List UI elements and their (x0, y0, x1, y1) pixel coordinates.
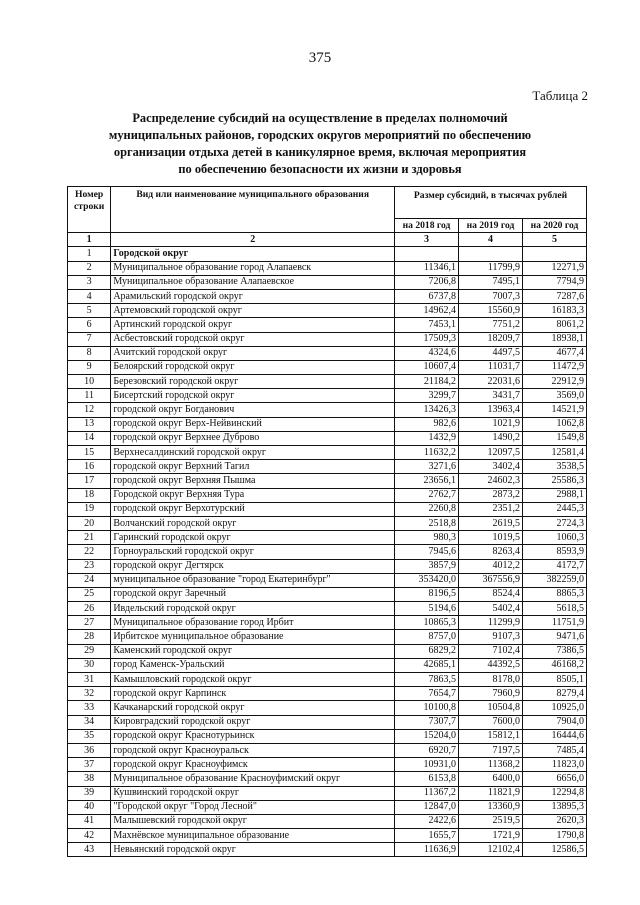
page-number: 375 (308, 50, 332, 66)
municipality-name-cell: Муниципальное образование город Ирбит (111, 616, 395, 630)
municipality-name-cell: Верхнесалдинский городской округ (111, 446, 395, 460)
row-number-cell: 13 (68, 417, 111, 431)
title-line: по обеспечению безопасности их жизни и здоровья (178, 162, 462, 176)
subsidy-2019-cell: 3402,4 (459, 460, 523, 474)
title-line: организации отдыха детей в каникулярное время, включая мероприятия (113, 145, 527, 159)
subsidy-2018-cell: 6153,8 (395, 772, 459, 786)
municipality-name-cell: Волчанский городской округ (111, 516, 395, 530)
table-row (68, 304, 587, 318)
row-number-cell: 15 (68, 446, 111, 460)
row-number-cell: 25 (68, 587, 111, 601)
subsidy-2019-cell: 15560,9 (459, 304, 523, 318)
row-number-cell: 6 (68, 318, 111, 332)
subsidy-2020-cell: 7485,4 (522, 743, 586, 757)
subsidy-2018-cell: 8196,5 (395, 587, 459, 601)
table-row (68, 658, 587, 672)
subsidy-2020-cell: 16444,6 (522, 729, 586, 743)
subsidy-2020-cell: 12294,8 (522, 786, 586, 800)
table-row (68, 375, 587, 389)
subsidy-2019-cell: 13360,9 (459, 800, 523, 814)
subsidy-2018-cell: 5194,6 (395, 602, 459, 616)
row-number-cell: 40 (68, 800, 111, 814)
municipality-name-cell: город Каменск-Уральский (111, 658, 395, 672)
table-row (68, 502, 587, 516)
municipality-name-cell: Каменский городской округ (111, 644, 395, 658)
municipality-name-cell: Муниципальное образование Красноуфимский округ (111, 772, 395, 786)
subsidy-2019-cell: 1490,2 (459, 431, 523, 445)
subsidy-2020-cell: 3538,5 (522, 460, 586, 474)
subsidy-2020-cell: 5618,5 (522, 602, 586, 616)
municipality-name-cell: Белоярский городской округ (111, 360, 395, 374)
subsidy-2018-cell: 2762,7 (395, 488, 459, 502)
municipality-name-cell: Махнёвское муниципальное образование (111, 829, 395, 843)
subsidy-2020-cell: 12581,4 (522, 446, 586, 460)
municipality-name-cell: городской округ Карпинск (111, 687, 395, 701)
subsidy-2020-cell: 12586,5 (522, 843, 586, 857)
subsidy-2020-cell: 382259,0 (522, 573, 586, 587)
header-row-number: Номер строки (68, 187, 111, 233)
subsidy-2019-cell: 2873,2 (459, 488, 523, 502)
subsidy-2020-cell: 2445,3 (522, 502, 586, 516)
subsidy-2018-cell: 6737,8 (395, 289, 459, 303)
subsidy-2018-cell: 42685,1 (395, 658, 459, 672)
subsidy-2018-cell: 1655,7 (395, 829, 459, 843)
header-subsidy-size: Размер субсидий, в тысячах рублей (395, 187, 587, 219)
subsidy-2019-cell (459, 247, 523, 261)
municipality-name-cell: Городской округ Верхняя Тура (111, 488, 395, 502)
table-row (68, 630, 587, 644)
header-year-2018: на 2018 год (395, 219, 459, 233)
row-number-cell: 3 (68, 275, 111, 289)
subsidy-2018-cell: 353420,0 (395, 573, 459, 587)
table-row (68, 573, 587, 587)
table-row (68, 403, 587, 417)
subsidy-2020-cell: 8279,4 (522, 687, 586, 701)
subsidy-2020-cell: 11751,9 (522, 616, 586, 630)
subsidy-2019-cell: 8178,0 (459, 673, 523, 687)
subsidy-2020-cell (522, 247, 586, 261)
subsidy-2020-cell: 10925,0 (522, 701, 586, 715)
municipality-name-cell: городской округ Верхотурский (111, 502, 395, 516)
row-number-cell: 43 (68, 843, 111, 857)
row-number-cell: 32 (68, 687, 111, 701)
municipality-name-cell: Кушвинский городской округ (111, 786, 395, 800)
municipality-name-cell: муниципальное образование "город Екатеринбург" (111, 573, 395, 587)
municipality-name-cell: городской округ Верхний Тагил (111, 460, 395, 474)
table-row (68, 545, 587, 559)
subsidy-2019-cell: 7007,3 (459, 289, 523, 303)
subsidy-2019-cell: 8524,4 (459, 587, 523, 601)
subsidy-2018-cell: 13426,3 (395, 403, 459, 417)
subsidy-2018-cell: 980,3 (395, 531, 459, 545)
subsidy-2019-cell: 7960,9 (459, 687, 523, 701)
subsidy-2018-cell: 2260,8 (395, 502, 459, 516)
table-row (68, 431, 587, 445)
subsidy-2019-cell: 9107,3 (459, 630, 523, 644)
municipality-name-cell: Горноуральский городской округ (111, 545, 395, 559)
subsidy-2019-cell: 1021,9 (459, 417, 523, 431)
row-number-cell: 17 (68, 474, 111, 488)
table-row (68, 772, 587, 786)
municipality-name-cell: Артинский городской округ (111, 318, 395, 332)
subsidy-2018-cell: 2422,6 (395, 814, 459, 828)
subsidy-2019-cell: 7495,1 (459, 275, 523, 289)
subsidy-2020-cell: 1060,3 (522, 531, 586, 545)
row-number-cell: 24 (68, 573, 111, 587)
title-line: Распределение субсидий на осуществление в пределах полномочий (132, 111, 508, 125)
subsidy-2018-cell: 11636,9 (395, 843, 459, 857)
subsidy-2018-cell: 11367,2 (395, 786, 459, 800)
column-index: 1 (68, 233, 111, 247)
row-number-cell: 28 (68, 630, 111, 644)
table-row (68, 332, 587, 346)
municipality-name-cell: Артемовский городской округ (111, 304, 395, 318)
municipality-name-cell: Городской округ (111, 247, 395, 261)
table-row (68, 729, 587, 743)
table-row (68, 318, 587, 332)
table-row (68, 531, 587, 545)
municipality-name-cell: Ачитский городской округ (111, 346, 395, 360)
subsidy-2019-cell: 18209,7 (459, 332, 523, 346)
subsidy-2020-cell: 3569,0 (522, 389, 586, 403)
subsidy-2019-cell: 11821,9 (459, 786, 523, 800)
subsidy-2019-cell: 1721,9 (459, 829, 523, 843)
row-number-cell: 9 (68, 360, 111, 374)
subsidy-2019-cell: 11031,7 (459, 360, 523, 374)
column-index: 4 (459, 233, 523, 247)
table-row (68, 346, 587, 360)
table-row (68, 758, 587, 772)
subsidy-2020-cell: 22912,9 (522, 375, 586, 389)
document-title (90, 110, 550, 178)
subsidy-2019-cell: 7600,0 (459, 715, 523, 729)
subsidy-2018-cell (395, 247, 459, 261)
table-row (68, 715, 587, 729)
municipality-name-cell: городской округ Красноуральск (111, 743, 395, 757)
subsidy-2018-cell: 7307,7 (395, 715, 459, 729)
row-number-cell: 7 (68, 332, 111, 346)
subsidy-2019-cell: 44392,5 (459, 658, 523, 672)
table-label: Таблица 2 (532, 88, 588, 103)
municipality-name-cell: городской округ Верхняя Пышма (111, 474, 395, 488)
row-number-cell: 29 (68, 644, 111, 658)
table-row (68, 687, 587, 701)
municipality-name-cell: Муниципальное образование город Алапаевск (111, 261, 395, 275)
subsidy-2018-cell: 15204,0 (395, 729, 459, 743)
municipality-name-cell: Невьянский городской округ (111, 843, 395, 857)
subsidy-2020-cell: 9471,6 (522, 630, 586, 644)
subsidy-2020-cell: 11472,9 (522, 360, 586, 374)
table-row (68, 360, 587, 374)
subsidy-2018-cell: 4324,6 (395, 346, 459, 360)
subsidy-2019-cell: 15812,1 (459, 729, 523, 743)
subsidy-2018-cell: 3299,7 (395, 389, 459, 403)
table-row (68, 516, 587, 530)
municipality-name-cell: Кировградский городской округ (111, 715, 395, 729)
row-number-cell: 11 (68, 389, 111, 403)
subsidy-2020-cell: 18938,1 (522, 332, 586, 346)
table-row (68, 743, 587, 757)
table-row (68, 261, 587, 275)
municipality-name-cell: Качканарский городской округ (111, 701, 395, 715)
subsidy-2020-cell: 8593,9 (522, 545, 586, 559)
table-row (68, 673, 587, 687)
municipality-name-cell: городской округ Верх-Нейвинский (111, 417, 395, 431)
subsidy-2020-cell: 7386,5 (522, 644, 586, 658)
row-number-cell: 14 (68, 431, 111, 445)
municipality-name-cell: Гаринский городской округ (111, 531, 395, 545)
municipality-name-cell: Камышловский городской округ (111, 673, 395, 687)
subsidy-2019-cell: 2351,2 (459, 502, 523, 516)
row-number-cell: 19 (68, 502, 111, 516)
subsidy-2019-cell: 11799,9 (459, 261, 523, 275)
subsidy-2018-cell: 7453,1 (395, 318, 459, 332)
subsidy-2019-cell: 2619,5 (459, 516, 523, 530)
row-number-cell: 8 (68, 346, 111, 360)
table-row (68, 289, 587, 303)
table-row (68, 587, 587, 601)
header-year-2019: на 2019 год (459, 219, 523, 233)
municipality-name-cell: городской округ Красноуфимск (111, 758, 395, 772)
municipality-name-cell: городской округ Краснотурьинск (111, 729, 395, 743)
table-row (68, 814, 587, 828)
table-row (68, 602, 587, 616)
table-row (68, 800, 587, 814)
table-row (68, 616, 587, 630)
municipality-name-cell: Бисертский городской округ (111, 389, 395, 403)
row-number-cell: 2 (68, 261, 111, 275)
row-number-cell: 36 (68, 743, 111, 757)
subsidy-2020-cell: 1790,8 (522, 829, 586, 843)
row-number-cell: 4 (68, 289, 111, 303)
row-number-cell: 35 (68, 729, 111, 743)
subsidy-2019-cell: 12102,4 (459, 843, 523, 857)
subsidy-2018-cell: 11346,1 (395, 261, 459, 275)
header-name: Вид или наименование муниципального образования (111, 187, 395, 233)
subsidy-2018-cell: 7945,6 (395, 545, 459, 559)
subsidy-2020-cell: 16183,3 (522, 304, 586, 318)
subsidy-2020-cell: 8865,3 (522, 587, 586, 601)
subsidy-2020-cell: 8061,2 (522, 318, 586, 332)
row-number-cell: 31 (68, 673, 111, 687)
municipality-name-cell: городской округ Дегтярск (111, 559, 395, 573)
subsidy-2020-cell: 8505,1 (522, 673, 586, 687)
subsidy-2018-cell: 10931,0 (395, 758, 459, 772)
row-number-cell: 5 (68, 304, 111, 318)
subsidy-2020-cell: 2620,3 (522, 814, 586, 828)
subsidy-2020-cell: 12271,9 (522, 261, 586, 275)
subsidy-2019-cell: 7751,2 (459, 318, 523, 332)
subsidies-table (67, 186, 587, 857)
municipality-name-cell: Ивдельский городской округ (111, 602, 395, 616)
table-row (68, 474, 587, 488)
subsidy-2019-cell: 2519,5 (459, 814, 523, 828)
row-number-cell: 1 (68, 247, 111, 261)
row-number-cell: 37 (68, 758, 111, 772)
header-year-2020: на 2020 год (522, 219, 586, 233)
row-number-cell: 12 (68, 403, 111, 417)
subsidy-2018-cell: 10100,8 (395, 701, 459, 715)
subsidy-2020-cell: 1549,8 (522, 431, 586, 445)
row-number-cell: 42 (68, 829, 111, 843)
table-row (68, 389, 587, 403)
subsidy-2018-cell: 6829,2 (395, 644, 459, 658)
subsidy-2019-cell: 13963,4 (459, 403, 523, 417)
row-number-cell: 22 (68, 545, 111, 559)
subsidy-2020-cell: 11823,0 (522, 758, 586, 772)
subsidy-2019-cell: 4497,5 (459, 346, 523, 360)
row-number-cell: 30 (68, 658, 111, 672)
municipality-name-cell: Муниципальное образование Алапаевское (111, 275, 395, 289)
subsidy-2018-cell: 982,6 (395, 417, 459, 431)
subsidy-2019-cell: 7102,4 (459, 644, 523, 658)
table-row (68, 488, 587, 502)
municipality-name-cell: Асбестовский городской округ (111, 332, 395, 346)
subsidy-2018-cell: 6920,7 (395, 743, 459, 757)
subsidy-2020-cell: 7794,9 (522, 275, 586, 289)
subsidy-2019-cell: 10504,8 (459, 701, 523, 715)
row-number-cell: 38 (68, 772, 111, 786)
subsidy-2019-cell: 11368,2 (459, 758, 523, 772)
subsidy-2019-cell: 8263,4 (459, 545, 523, 559)
row-number-cell: 33 (68, 701, 111, 715)
subsidy-2020-cell: 14521,9 (522, 403, 586, 417)
subsidy-2018-cell: 14962,4 (395, 304, 459, 318)
subsidy-2019-cell: 11299,9 (459, 616, 523, 630)
subsidy-2019-cell: 1019,5 (459, 531, 523, 545)
title-line: муниципальных районов, городских округов мероприятий по обеспечению (108, 128, 532, 142)
subsidy-2019-cell: 367556,9 (459, 573, 523, 587)
subsidy-2020-cell: 13895,3 (522, 800, 586, 814)
subsidy-2018-cell: 8757,0 (395, 630, 459, 644)
subsidy-2019-cell: 3431,7 (459, 389, 523, 403)
table-row (68, 829, 587, 843)
subsidy-2020-cell: 7287,6 (522, 289, 586, 303)
row-number-cell: 39 (68, 786, 111, 800)
municipality-name-cell: городской округ Богданович (111, 403, 395, 417)
municipality-name-cell: Арамильский городской округ (111, 289, 395, 303)
table-row (68, 843, 587, 857)
municipality-name-cell: "Городской округ "Город Лесной" (111, 800, 395, 814)
municipality-name-cell: Ирбитское муниципальное образование (111, 630, 395, 644)
subsidy-2020-cell: 4677,4 (522, 346, 586, 360)
table-row (68, 275, 587, 289)
subsidy-2020-cell: 2724,3 (522, 516, 586, 530)
column-index: 3 (395, 233, 459, 247)
subsidy-2018-cell: 2518,8 (395, 516, 459, 530)
subsidy-2018-cell: 11632,2 (395, 446, 459, 460)
subsidy-2020-cell: 2988,1 (522, 488, 586, 502)
table-row (68, 701, 587, 715)
row-number-cell: 34 (68, 715, 111, 729)
table-row (68, 786, 587, 800)
subsidy-2018-cell: 10607,4 (395, 360, 459, 374)
subsidy-2019-cell: 22031,6 (459, 375, 523, 389)
row-number-cell: 10 (68, 375, 111, 389)
table-row (68, 644, 587, 658)
table-row (68, 446, 587, 460)
subsidy-2020-cell: 4172,7 (522, 559, 586, 573)
subsidy-2020-cell: 25586,3 (522, 474, 586, 488)
subsidy-2019-cell: 5402,4 (459, 602, 523, 616)
table-row (68, 559, 587, 573)
subsidy-2018-cell: 17509,3 (395, 332, 459, 346)
subsidy-2018-cell: 7863,5 (395, 673, 459, 687)
column-index: 2 (111, 233, 395, 247)
row-number-cell: 41 (68, 814, 111, 828)
row-number-cell: 18 (68, 488, 111, 502)
municipality-name-cell: Березовский городской округ (111, 375, 395, 389)
row-number-cell: 20 (68, 516, 111, 530)
column-index: 5 (522, 233, 586, 247)
subsidy-2020-cell: 7904,0 (522, 715, 586, 729)
municipality-name-cell: Малышевский городской округ (111, 814, 395, 828)
table-body (68, 247, 587, 857)
subsidy-2019-cell: 12097,5 (459, 446, 523, 460)
subsidy-2018-cell: 23656,1 (395, 474, 459, 488)
row-number-cell: 26 (68, 602, 111, 616)
row-number-cell: 23 (68, 559, 111, 573)
subsidy-2019-cell: 4012,2 (459, 559, 523, 573)
row-number-cell: 27 (68, 616, 111, 630)
table-row (68, 417, 587, 431)
subsidy-2020-cell: 6656,0 (522, 772, 586, 786)
subsidy-2018-cell: 1432,9 (395, 431, 459, 445)
subsidy-2020-cell: 1062,8 (522, 417, 586, 431)
subsidy-2019-cell: 7197,5 (459, 743, 523, 757)
row-number-cell: 21 (68, 531, 111, 545)
subsidy-2018-cell: 3857,9 (395, 559, 459, 573)
table-row (68, 460, 587, 474)
row-number-cell: 16 (68, 460, 111, 474)
subsidy-2019-cell: 24602,3 (459, 474, 523, 488)
subsidy-2018-cell: 7206,8 (395, 275, 459, 289)
subsidy-2018-cell: 7654,7 (395, 687, 459, 701)
subsidy-2019-cell: 6400,0 (459, 772, 523, 786)
subsidy-2020-cell: 46168,2 (522, 658, 586, 672)
subsidy-2018-cell: 21184,2 (395, 375, 459, 389)
municipality-name-cell: городской округ Верхнее Дуброво (111, 431, 395, 445)
table-row (68, 247, 587, 261)
subsidy-2018-cell: 3271,6 (395, 460, 459, 474)
subsidy-2018-cell: 10865,3 (395, 616, 459, 630)
subsidy-2018-cell: 12847,0 (395, 800, 459, 814)
municipality-name-cell: городской округ Заречный (111, 587, 395, 601)
